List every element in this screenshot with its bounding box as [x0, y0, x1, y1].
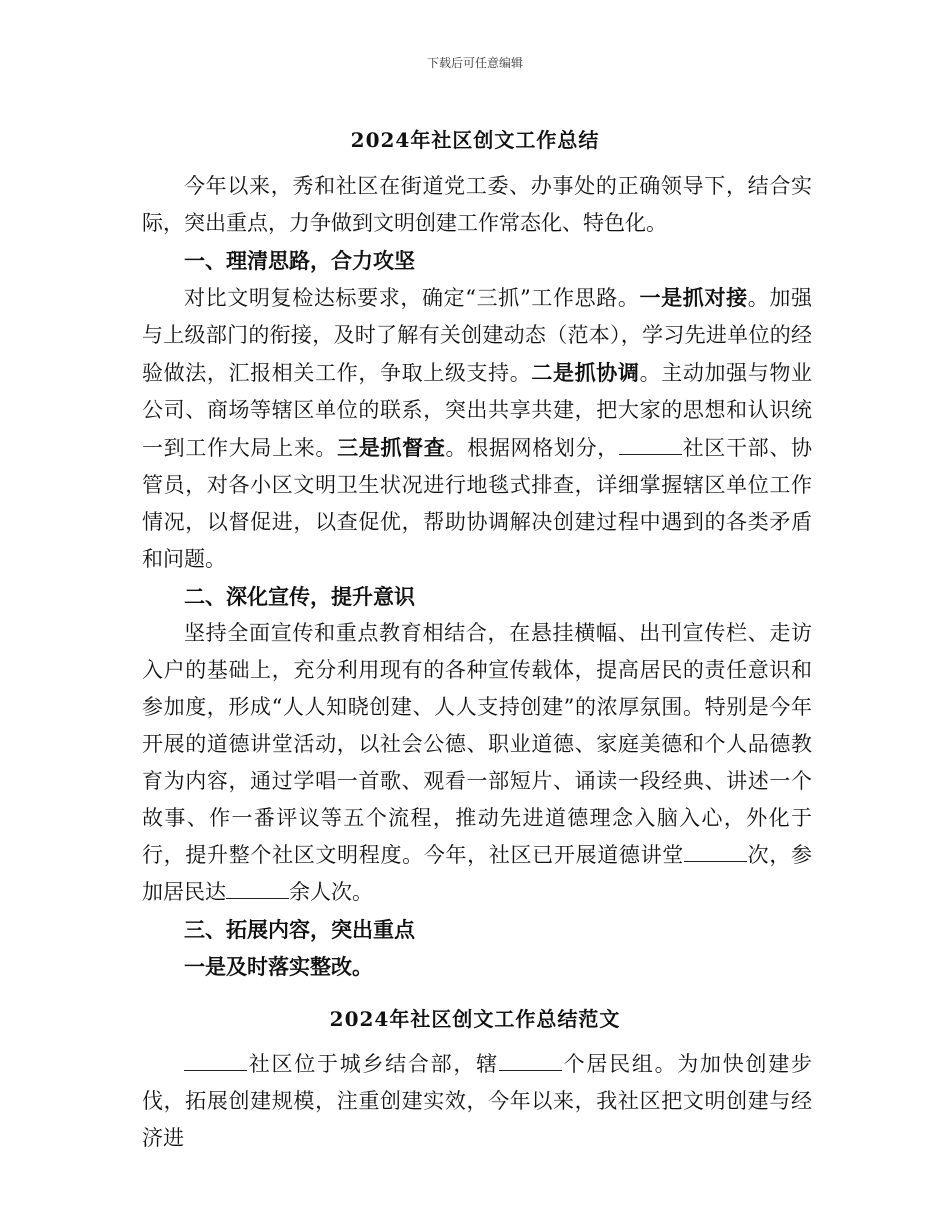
second-document-title: 2024年社区创文工作总结范文 — [329, 1007, 621, 1031]
text-run: 社区干部、协管员，对各小区文明卫生状况进行地毯式排查，详细掌握辖区单位工作情况，以督促进，以查促优，帮助协调解决创建过程中遇到的各类矛盾和问题。 — [142, 436, 813, 571]
blank-underline — [226, 880, 289, 899]
section-1-paragraph — [142, 279, 812, 578]
blank-underline — [499, 1052, 562, 1071]
section-3-subheading: 一是及时落实整改。 — [184, 954, 373, 979]
document-body — [142, 168, 812, 985]
text-run: 次，参加居民达 — [142, 843, 813, 904]
bold-point-3: 三是抓督查 — [337, 435, 446, 460]
text-run: 。根据网格划分， — [445, 436, 619, 460]
header-note: 下载后可任意编辑 — [426, 56, 523, 70]
blank-underline — [684, 843, 747, 862]
intro-paragraph: 今年以来，秀和社区在街道党工委、办事处的正确领导下，结合实际，突出重点，力争做到文明创建工作常态化、特色化。 — [142, 174, 812, 235]
section-heading-1: 一、理清思路，合力攻坚 — [184, 248, 415, 273]
text-run: 对比文明复检达标要求，确定“三抓”工作思路。 — [184, 286, 640, 310]
second-document-paragraph — [142, 1046, 812, 1157]
section-heading-3: 三、拓展内容，突出重点 — [184, 917, 415, 942]
document-title: 2024年社区创文工作总结 — [350, 128, 600, 152]
text-run: 。主动加强与物业公司、商场等辖区单位的联系，突出共享共建，把大家的思想和认识统一到工作大局上来。 — [142, 361, 813, 460]
text-run: 。加强与上级部门的衔接，及时了解有关创建动态（范本），学习先进单位的经验做法，汇报相关工作，争取上级支持。 — [142, 286, 813, 385]
second-document-body — [142, 1046, 812, 1157]
text-run: 个居民组。为加快创建步伐，拓展创建规模，注重创建实效，今年以来，我社区把文明创建与经济进 — [142, 1052, 813, 1150]
blank-underline — [619, 436, 682, 455]
text-run: 余人次。 — [289, 880, 373, 904]
section-heading-2: 二、深化宣传，提升意识 — [184, 584, 415, 609]
bold-point-1: 一是抓对接 — [639, 285, 748, 310]
bold-point-2: 二是抓协调 — [531, 360, 640, 385]
text-run: 坚持全面宣传和重点教育相结合，在悬挂横幅、出刊宣传栏、走访入户的基础上，充分利用现有的各种宣传载体，提高居民的责任意识和参加度，形成“人人知晓创建、人人支持创建”的浓厚氛围。特别是今年开展的道德讲堂活动，以社会公德、职业道德、家庭美德和个人品德教育为内容，通过学唱一首歌、观看一部短片、诵读一段经典、讲述一个故事、作一番评议等五个流程，推动先进道德理念入脑入心，外化于行，提升整个社区文明程度。今年，社区已开展道德讲堂 — [142, 621, 812, 867]
text-run: 社区位于城乡结合部，辖 — [247, 1052, 499, 1076]
blank-underline — [184, 1052, 247, 1071]
section-2-paragraph — [142, 615, 812, 911]
